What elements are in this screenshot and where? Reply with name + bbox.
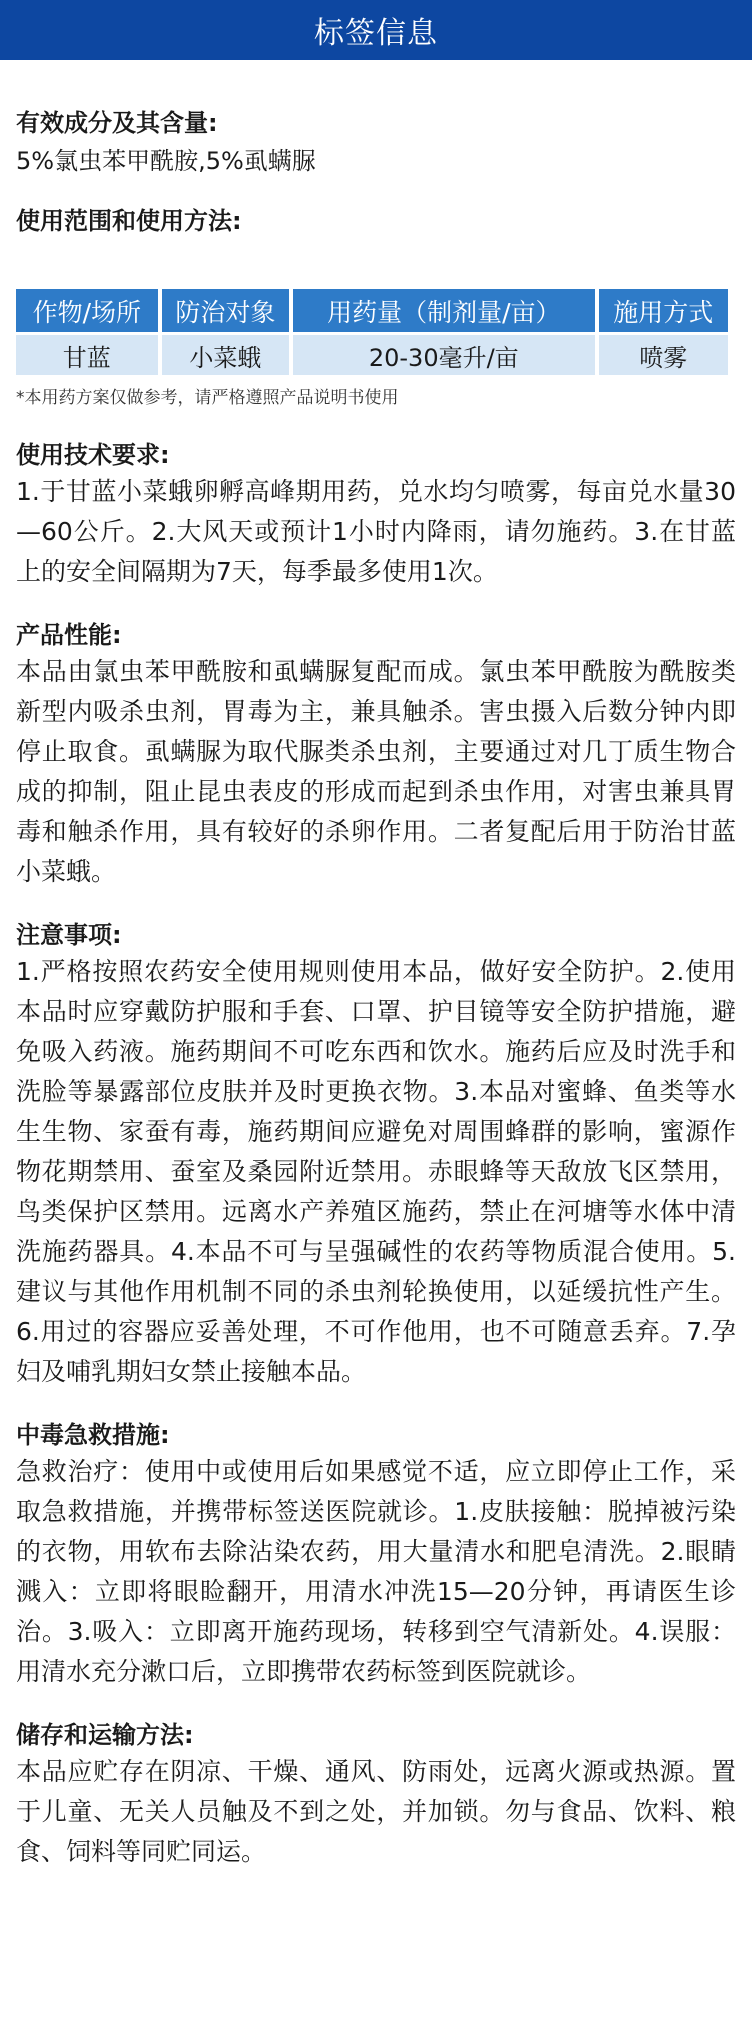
scope-spacer (16, 238, 736, 278)
cell-crop: 甘蓝 (16, 335, 158, 375)
technique-text: 1.于甘蓝小菜蛾卵孵高峰期用药，兑水均匀喷雾，每亩兑水量30—60公斤。2.大风天或预计1小时内降雨，请勿施药。3.在甘蓝上的安全间隔期为7天，每季最多使用1次。 (16, 477, 736, 586)
header-bar (0, 0, 752, 60)
ingredients-section (16, 106, 736, 178)
column-header-dosage: 用药量（制剂量/亩） (293, 289, 594, 332)
scope-section (16, 204, 736, 278)
first-aid-section (16, 1418, 736, 1692)
precautions-heading: 注意事项: (16, 921, 122, 949)
page-title: 标签信息 (314, 16, 438, 51)
ingredients-text: 5%氯虫苯甲酰胺,5%虱螨脲 (16, 147, 316, 175)
first-aid-heading: 中毒急救措施: (16, 1421, 170, 1449)
scope-heading: 使用范围和使用方法: (16, 207, 242, 235)
storage-heading: 储存和运输方法: (16, 1721, 194, 1749)
storage-section (16, 1718, 736, 1872)
performance-text: 本品由氯虫苯甲酰胺和虱螨脲复配而成。氯虫苯甲酰胺为酰胺类新型内吸杀虫剂，胃毒为主，兼具触杀。害虫摄入后数分钟内即停止取食。虱螨脲为取代脲类杀虫剂，主要通过对几丁质生物合成的抑制，阻止昆虫表皮的形成而起到杀虫作用，对害虫兼具胃毒和触杀作用，具有较好的杀卵作用。二者复配后用于防治甘蓝小菜蛾。 (16, 657, 736, 886)
column-header-target: 防治对象 (162, 289, 289, 332)
performance-heading: 产品性能: (16, 621, 122, 649)
dosage-table-header-row (16, 289, 728, 332)
storage-text: 本品应贮存在阴凉、干燥、通风、防雨处，远离火源或热源。置于儿童、无关人员触及不到之处，并加锁。勿与食品、饮料、粮食、饲料等同贮同运。 (16, 1757, 736, 1866)
cell-dosage: 20-30毫升/亩 (293, 335, 594, 375)
precautions-text: 1.严格按照农药安全使用规则使用本品，做好安全防护。2.使用本品时应穿戴防护服和手套、口罩、护目镜等安全防护措施，避免吸入药液。施药期间不可吃东西和饮水。施药后应及时洗手和洗脸等暴露部位皮肤并及时更换衣物。3.本品对蜜蜂、鱼类等水生生物、家蚕有毒，施药期间应避免对周围蜂群的影响，蜜源作物花期禁用、蚕室及桑园附近禁用。赤眼蜂等天敌放飞区禁用，鸟类保护区禁用。远离水产养殖区施药，禁止在河塘等水体中清洗施药器具。4.本品不可与呈强碱性的农药等物质混合使用。5.建议与其他作用机制不同的杀虫剂轮换使用，以延缓抗性产生。6.用过的容器应妥善处理，不可作他用，也不可随意丢弃。7.孕妇及哺乳期妇女禁止接触本品。 (16, 957, 736, 1386)
cell-method: 喷雾 (599, 335, 729, 375)
technique-heading: 使用技术要求: (16, 441, 170, 469)
dosage-table-wrapper (16, 286, 736, 410)
table-row (16, 335, 728, 375)
cell-target: 小菜蛾 (162, 335, 289, 375)
label-content (0, 60, 752, 1872)
table-note-wrapper (16, 386, 736, 410)
column-header-crop: 作物/场所 (16, 289, 158, 332)
ingredients-heading: 有效成分及其含量: (16, 109, 218, 137)
dosage-table (12, 286, 732, 378)
performance-section (16, 618, 736, 892)
technique-section (16, 438, 736, 592)
table-note: *本用药方案仅做参考，请严格遵照产品说明书使用 (16, 388, 399, 408)
precautions-section (16, 918, 736, 1392)
column-header-method: 施用方式 (599, 289, 729, 332)
first-aid-text: 急救治疗：使用中或使用后如果感觉不适，应立即停止工作，采取急救措施，并携带标签送医院就诊。1.皮肤接触：脱掉被污染的衣物，用软布去除沾染农药，用大量清水和肥皂清洗。2.眼睛溅入：立即将眼睑翻开，用清水冲洗15—20分钟，再请医生诊治。3.吸入：立即离开施药现场，转移到空气清新处。4.误服：用清水充分漱口后，立即携带农药标签到医院就诊。 (16, 1457, 736, 1686)
